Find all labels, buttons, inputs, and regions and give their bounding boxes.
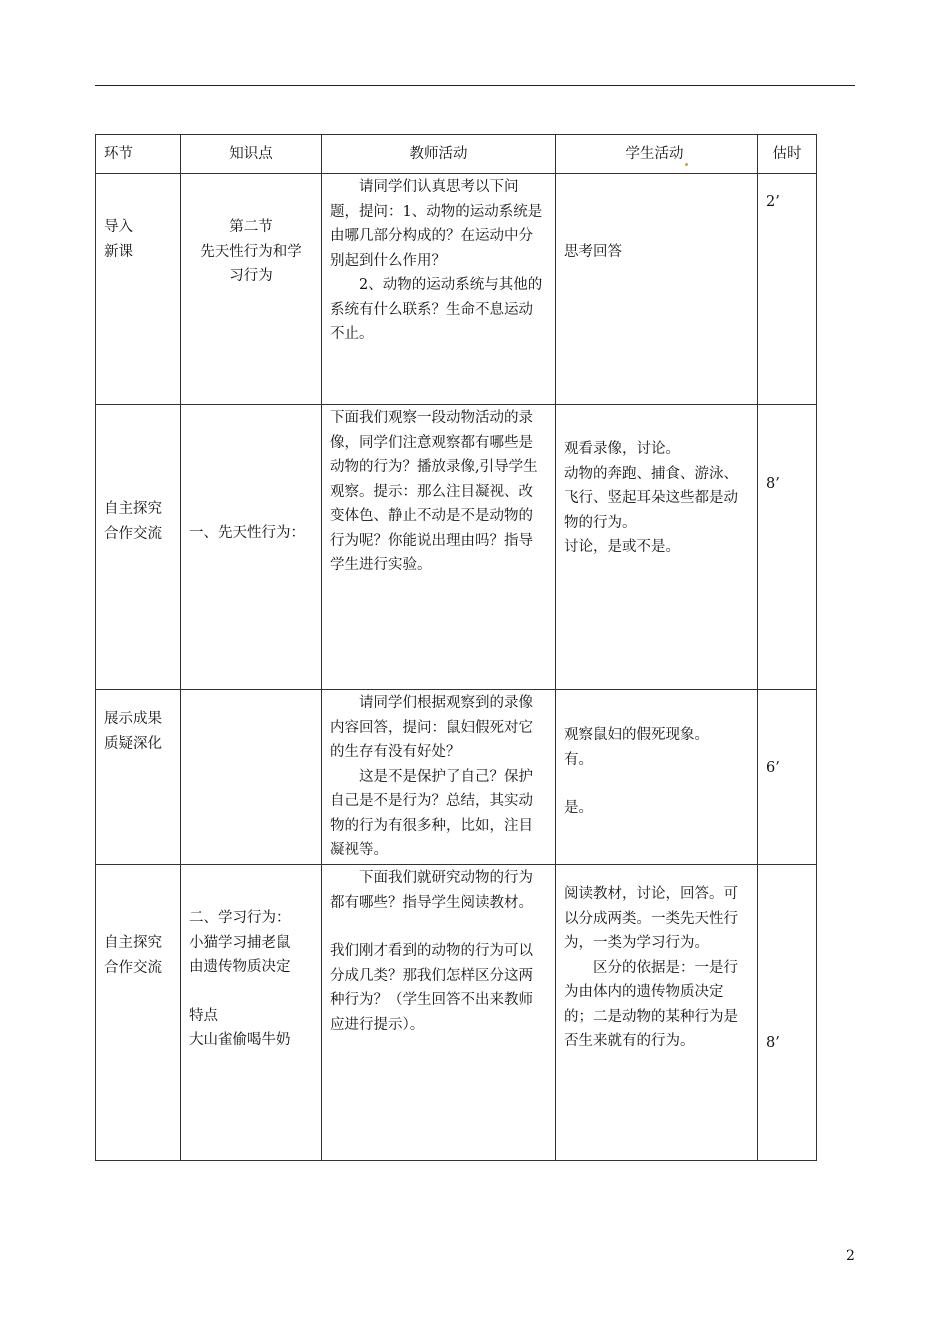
cell-knowledge: [181, 690, 322, 865]
cell-knowledge: 一、先天性行为：: [181, 405, 322, 690]
cell-teacher: 下面我们观察一段动物活动的录像，同学们注意观察都有哪些是动物的行为？播放录像,引导学生观察。提示：那么注目凝视、改变体色、静止不动是不是动物的行为呢？你能说出理由吗？指导学生进行实验。: [322, 405, 556, 690]
header-teacher: 教师活动: [322, 135, 556, 174]
cell-time: 8’: [758, 405, 817, 690]
table-row: [96, 865, 817, 1161]
marker-dot: [685, 163, 688, 166]
header-knowledge: 知识点: [181, 135, 322, 174]
cell-student: 观察鼠妇的假死现象。 有。 是。: [556, 690, 758, 865]
cell-knowledge: 第二节 先天性行为和学 习行为: [181, 174, 322, 405]
table-row: [96, 405, 817, 690]
lesson-plan-table: [95, 134, 817, 1161]
cell-stage: 自主探究 合作交流: [96, 405, 181, 690]
cell-time: 2’: [758, 174, 817, 405]
cell-teacher: 请同学们认真思考以下问题，提问：1、动物的运动系统是由哪几部分构成的？在运动中分别起到什么作用？ 2、动物的运动系统与其他的系统有什么联系？生命不息运动不止。: [322, 174, 556, 405]
header-time: 估时: [758, 135, 817, 174]
table-row: [96, 690, 817, 865]
table-header-row: [96, 135, 817, 174]
cell-stage: 展示成果 质疑深化: [96, 690, 181, 865]
cell-teacher: 下面我们就研究动物的行为都有哪些？指导学生阅读教材。 我们刚才看到的动物的行为可以分成几类？那我们怎样区分这两种行为？（学生回答不出来教师应进行提示）。: [322, 865, 556, 1161]
table-row: [96, 174, 817, 405]
page-number: 2: [846, 1248, 855, 1264]
cell-student: 阅读教材，讨论，回答。可以分成两类。一类先天性行为，一类为学习行为。 区分的依据是：一是行为由体内的遗传物质决定的；二是动物的某种行为是否生来就有的行为。: [556, 865, 758, 1161]
cell-teacher: 请同学们根据观察到的录像内容回答，提问：鼠妇假死对它的生存有没有好处？ 这是不是保护了自己？保护自己是不是行为？总结，其实动物的行为有很多种，比如，注目凝视等。: [322, 690, 556, 865]
cell-time: 6’: [758, 690, 817, 865]
cell-student: 观看录像，讨论。 动物的奔跑、捕食、游泳、飞行、竖起耳朵这些都是动物的行为。 讨论，是或不是。: [556, 405, 758, 690]
cell-stage: 导入 新课: [96, 174, 181, 405]
cell-student: 思考回答: [556, 174, 758, 405]
cell-knowledge: 二、学习行为： 小猫学习捕老鼠 由遗传物质决定 特点 大山雀偷喝牛奶: [181, 865, 322, 1161]
cell-stage: 自主探究 合作交流: [96, 865, 181, 1161]
header-rule: [95, 85, 855, 86]
cell-time: 8’: [758, 865, 817, 1161]
header-stage: 环节: [96, 135, 181, 174]
header-student: 学生活动: [556, 135, 758, 174]
